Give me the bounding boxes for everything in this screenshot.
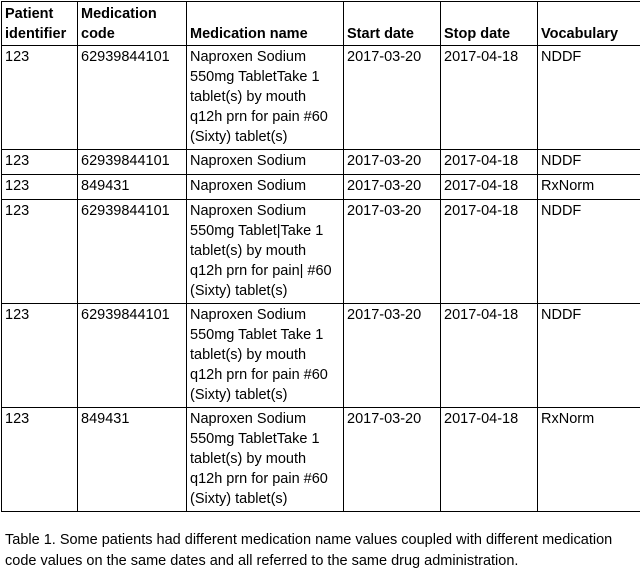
header-vocabulary: Vocabulary bbox=[538, 2, 640, 46]
cell-patient-identifier: 123 bbox=[2, 46, 78, 150]
cell-medication-name: Naproxen Sodium 550mg Tablet|Take 1 tablet(s) by mouth q12h prn for pain| #60 (Sixty) tablet(s) bbox=[187, 200, 344, 304]
cell-patient-identifier: 123 bbox=[2, 408, 78, 512]
cell-medication-code: 62939844101 bbox=[78, 46, 187, 150]
cell-vocabulary: RxNorm bbox=[538, 175, 640, 200]
cell-medication-name: Naproxen Sodium bbox=[187, 150, 344, 175]
cell-medication-name: Naproxen Sodium 550mg TabletTake 1 tablet(s) by mouth q12h prn for pain #60 (Sixty) tablet(s) bbox=[187, 408, 344, 512]
header-medication-code: Medication code bbox=[78, 2, 187, 46]
cell-medication-code: 849431 bbox=[78, 408, 187, 512]
cell-stop-date: 2017-04-18 bbox=[441, 150, 538, 175]
cell-medication-code: 62939844101 bbox=[78, 200, 187, 304]
header-medication-name: Medication name bbox=[187, 2, 344, 46]
cell-stop-date: 2017-04-18 bbox=[441, 46, 538, 150]
table-caption: Table 1. Some patients had different medication name values coupled with different medication code values on the same dates and all referred to the same drug administration. bbox=[5, 530, 637, 572]
table-row bbox=[2, 200, 640, 304]
cell-medication-name: Naproxen Sodium bbox=[187, 175, 344, 200]
cell-medication-name: Naproxen Sodium 550mg TabletTake 1 tablet(s) by mouth q12h prn for pain #60 (Sixty) tablet(s) bbox=[187, 46, 344, 150]
cell-start-date: 2017-03-20 bbox=[344, 175, 441, 200]
cell-start-date: 2017-03-20 bbox=[344, 304, 441, 408]
cell-medication-name: Naproxen Sodium 550mg Tablet Take 1 tablet(s) by mouth q12h prn for pain #60 (Sixty) tablet(s) bbox=[187, 304, 344, 408]
header-patient-identifier: Patient identifier bbox=[2, 2, 78, 46]
table-row bbox=[2, 175, 640, 200]
cell-vocabulary: NDDF bbox=[538, 304, 640, 408]
header-stop-date: Stop date bbox=[441, 2, 538, 46]
cell-stop-date: 2017-04-18 bbox=[441, 304, 538, 408]
cell-start-date: 2017-03-20 bbox=[344, 408, 441, 512]
cell-medication-code: 62939844101 bbox=[78, 150, 187, 175]
table-body bbox=[2, 46, 640, 512]
cell-stop-date: 2017-04-18 bbox=[441, 200, 538, 304]
cell-patient-identifier: 123 bbox=[2, 175, 78, 200]
cell-patient-identifier: 123 bbox=[2, 304, 78, 408]
medication-table bbox=[1, 1, 640, 512]
table-row bbox=[2, 150, 640, 175]
cell-medication-code: 62939844101 bbox=[78, 304, 187, 408]
header-start-date: Start date bbox=[344, 2, 441, 46]
cell-vocabulary: RxNorm bbox=[538, 408, 640, 512]
table-header bbox=[2, 2, 640, 46]
cell-start-date: 2017-03-20 bbox=[344, 150, 441, 175]
cell-medication-code: 849431 bbox=[78, 175, 187, 200]
cell-patient-identifier: 123 bbox=[2, 200, 78, 304]
table-row bbox=[2, 46, 640, 150]
cell-start-date: 2017-03-20 bbox=[344, 200, 441, 304]
cell-vocabulary: NDDF bbox=[538, 150, 640, 175]
table-row bbox=[2, 408, 640, 512]
cell-vocabulary: NDDF bbox=[538, 46, 640, 150]
header-row bbox=[2, 2, 640, 46]
cell-start-date: 2017-03-20 bbox=[344, 46, 441, 150]
cell-stop-date: 2017-04-18 bbox=[441, 408, 538, 512]
cell-vocabulary: NDDF bbox=[538, 200, 640, 304]
cell-stop-date: 2017-04-18 bbox=[441, 175, 538, 200]
table-row bbox=[2, 304, 640, 408]
cell-patient-identifier: 123 bbox=[2, 150, 78, 175]
